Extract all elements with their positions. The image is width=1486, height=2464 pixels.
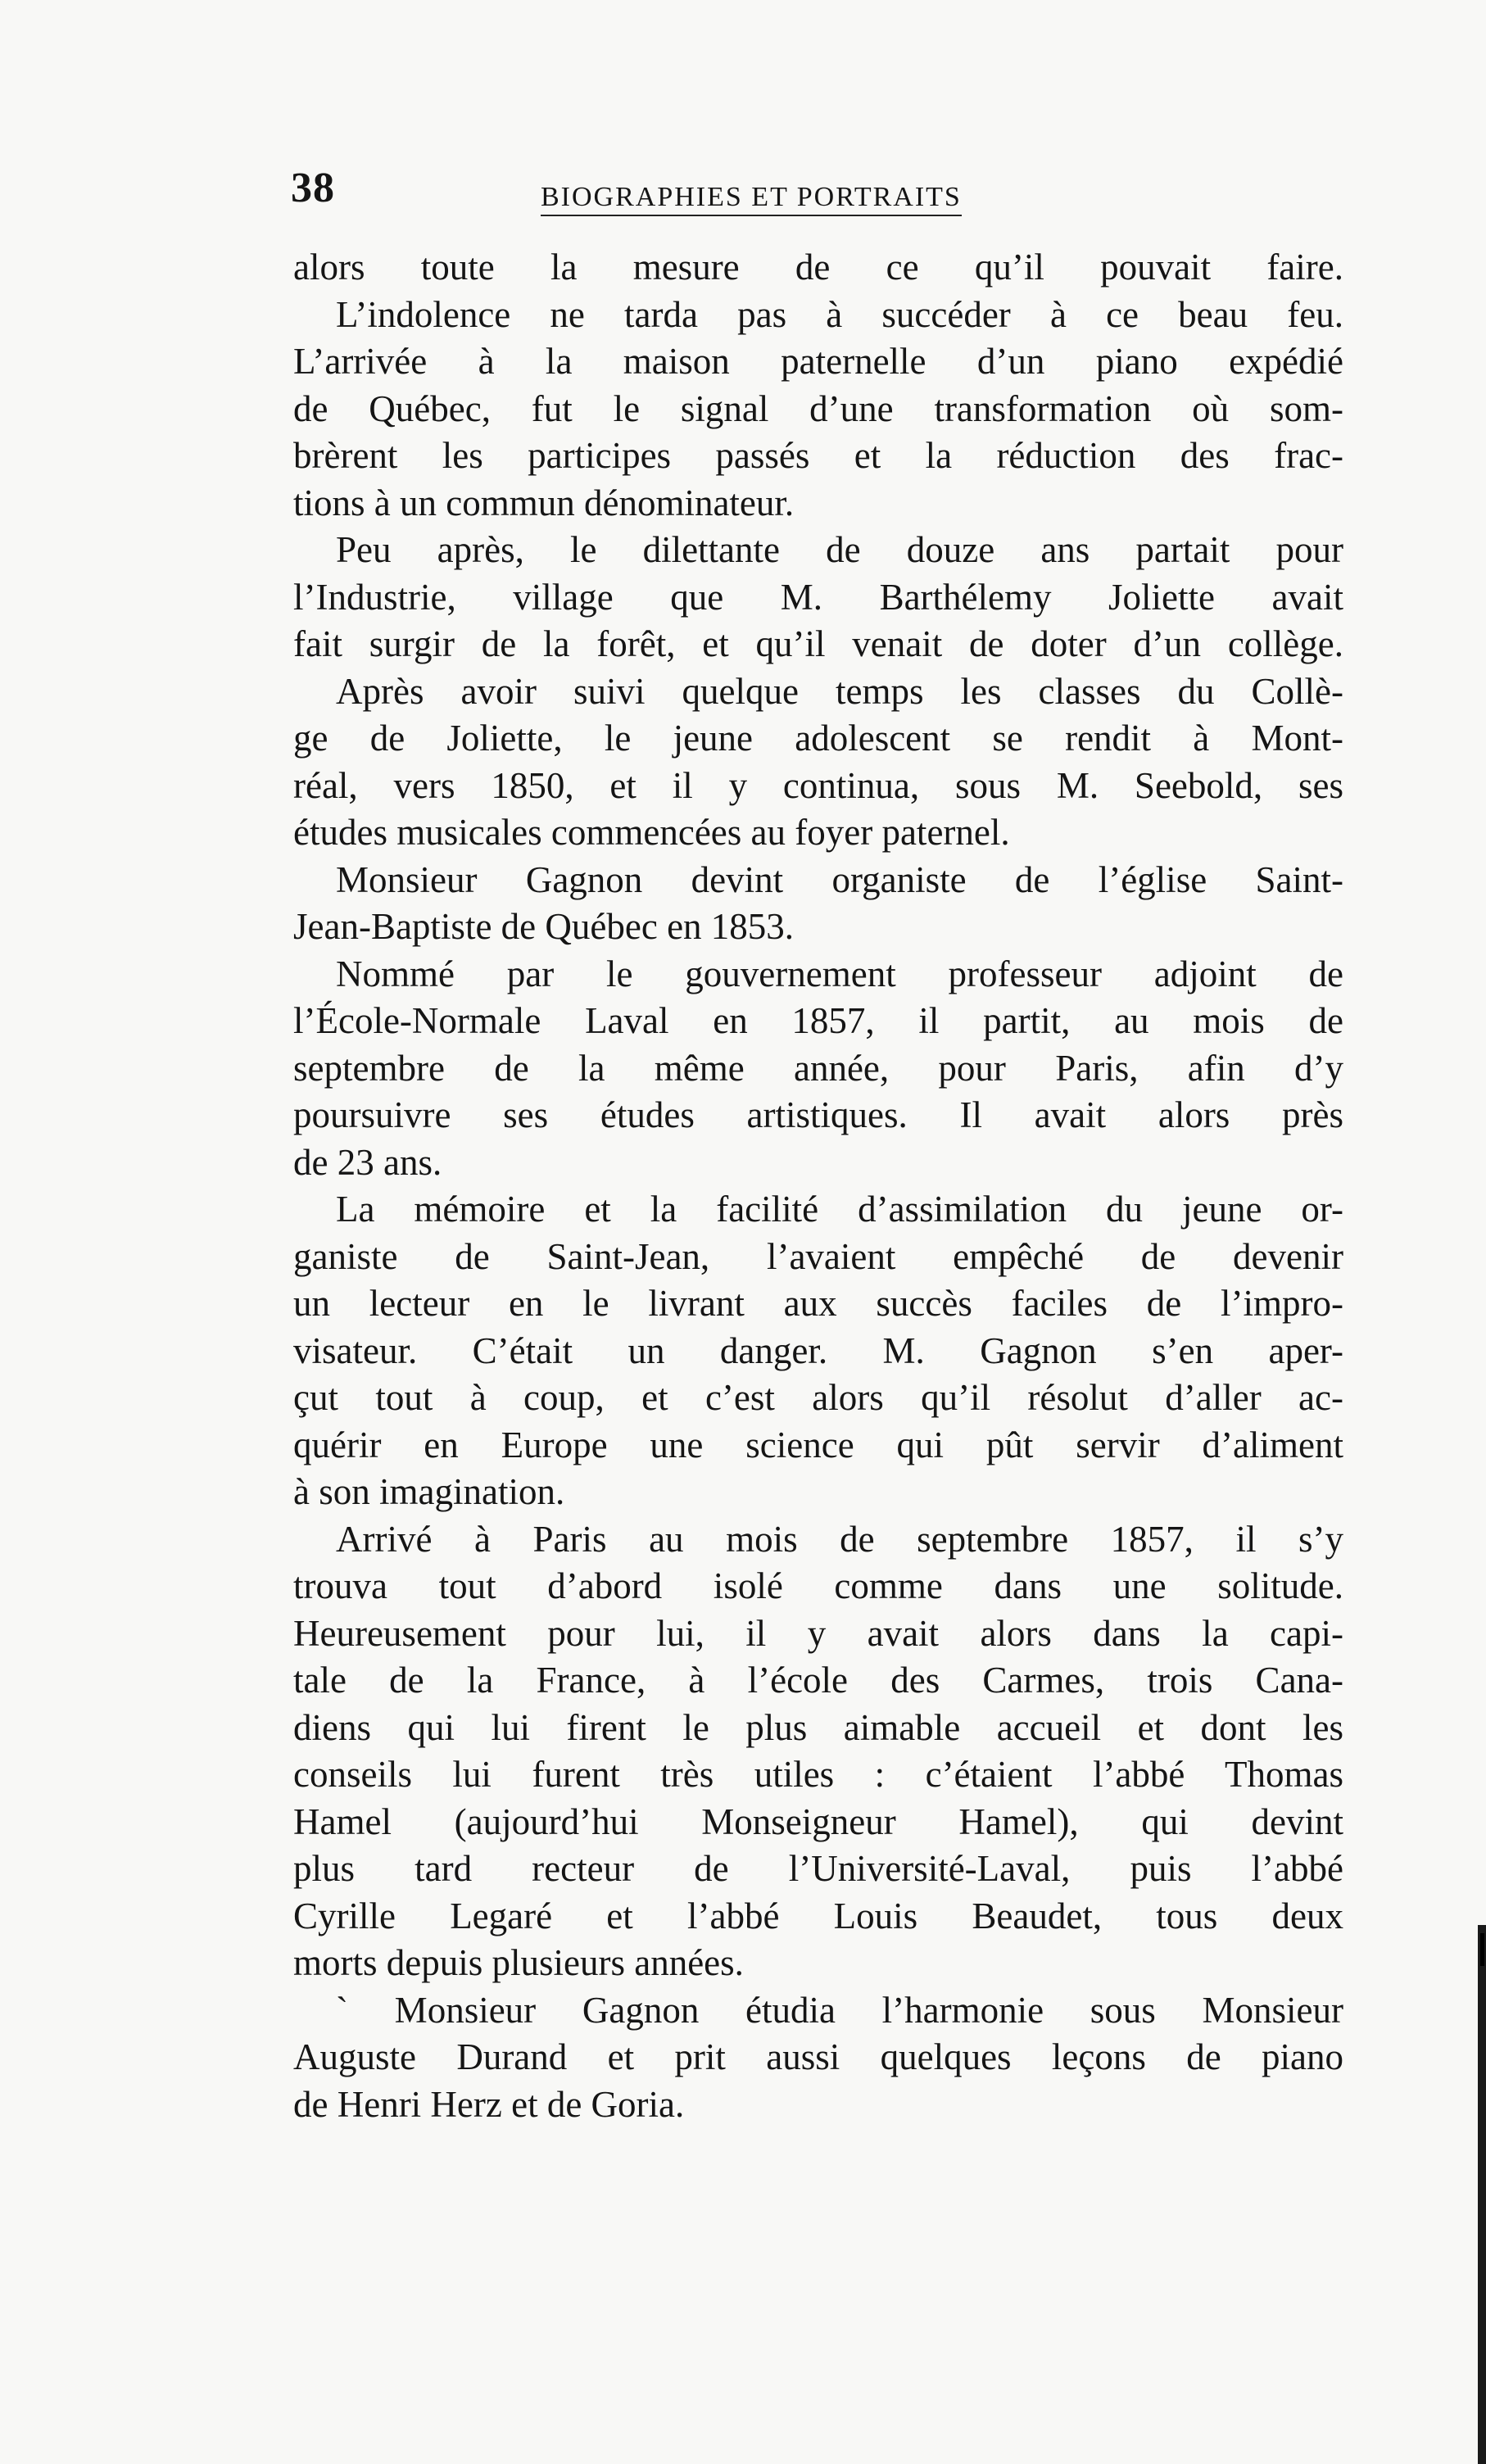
text-line: Hamel (aujourd’hui Monseigneur Hamel), qui devint [293, 1800, 1343, 1842]
text-line: ganiste de Saint-Jean, l’avaient empêché de devenir [293, 1235, 1343, 1277]
text-line: tions à un commun dénominateur. [293, 482, 795, 523]
text-line: de 23 ans. [293, 1141, 442, 1183]
text-line: plus tard recteur de l’Université-Laval, puis l’abbé [293, 1848, 1343, 1889]
text-line: L’arrivée à la maison paternelle d’un piano expédié [293, 341, 1343, 382]
text-line: Heureusement pour lui, il y avait alors dans la capi- [293, 1612, 1343, 1654]
text-line: visateur. C’était un danger. M. Gagnon s’en aper- [293, 1329, 1343, 1371]
text-line: Jean-Baptiste de Québec en 1853. [293, 906, 795, 947]
scan-edge-mark [1480, 1933, 1484, 1966]
text-line: réal, vers 1850, et il y continua, sous M. Seebold, ses [293, 764, 1343, 806]
text-line: conseils lui furent très utiles : c’étaient l’abbé Thomas [293, 1754, 1343, 1795]
text-line: poursuivre ses études artistiques. Il avait alors près [293, 1094, 1343, 1135]
text-line: Monsieur Gagnon devint organiste de l’église Saint- [336, 858, 1343, 900]
text-line: diens qui lui firent le plus aimable accueil et dont les [293, 1706, 1343, 1748]
body-text [293, 244, 1343, 2128]
text-line: L’indolence ne tarda pas à succéder à ce beau feu. [336, 293, 1343, 335]
page-header [291, 164, 1348, 221]
scan-edge-shadow [1478, 1925, 1486, 2464]
text-line: ge de Joliette, le jeune adolescent se rendit à Mont- [293, 718, 1343, 759]
text-line: fait surgir de la forêt, et qu’il venait de doter d’un collège. [293, 623, 1343, 664]
text-line: études musicales commencées au foyer paternel. [293, 812, 1010, 853]
text-line: l’École-Normale Laval en 1857, il partit, au mois de [293, 1000, 1343, 1041]
text-line: alors toute la mesure de ce qu’il pouvait faire. [293, 247, 1343, 288]
text-line: de Henri Herz et de Goria. [293, 2083, 685, 2125]
running-title: BIOGRAPHIES ET PORTRAITS [541, 182, 962, 216]
text-line: l’Industrie, village que M. Barthélemy Joliette avait [293, 576, 1343, 618]
text-line: La mémoire et la facilité d’assimilation du jeune or- [336, 1189, 1343, 1230]
page-number: 38 [291, 165, 335, 211]
text-line: morts depuis plusieurs années. [293, 1942, 744, 1983]
text-line: Arrivé à Paris au mois de septembre 1857, il s’y [336, 1518, 1343, 1560]
text-line: trouva tout d’abord isolé comme dans une solitude. [293, 1565, 1343, 1606]
text-line: septembre de la même année, pour Paris, afin d’y [293, 1047, 1343, 1089]
text-line: brèrent les participes passés et la réduction des frac- [293, 435, 1343, 476]
text-line: ` Monsieur Gagnon étudia l’harmonie sous Monsieur [336, 1989, 1343, 2031]
text-line: tale de la France, à l’école des Carmes, trois Cana- [293, 1660, 1343, 1701]
text-line: à son imagination. [293, 1471, 565, 1512]
text-line: Après avoir suivi quelque temps les classes du Collè- [336, 670, 1343, 712]
text-line: un lecteur en le livrant aux succès faciles de l’impro- [293, 1283, 1343, 1324]
text-line: quérir en Europe une science qui pût servir d’aliment [293, 1424, 1343, 1465]
text-line: çut tout à coup, et c’est alors qu’il résolut d’aller ac- [293, 1377, 1343, 1418]
text-line: Cyrille Legaré et l’abbé Louis Beaudet, tous deux [293, 1895, 1343, 1936]
text-line: de Québec, fut le signal d’une transformation où som- [293, 387, 1343, 429]
text-line: Nommé par le gouvernement professeur adjoint de [336, 953, 1343, 994]
text-line: Peu après, le dilettante de douze ans partait pour [336, 529, 1343, 570]
text-line: Auguste Durand et prit aussi quelques leçons de piano [293, 2036, 1343, 2077]
